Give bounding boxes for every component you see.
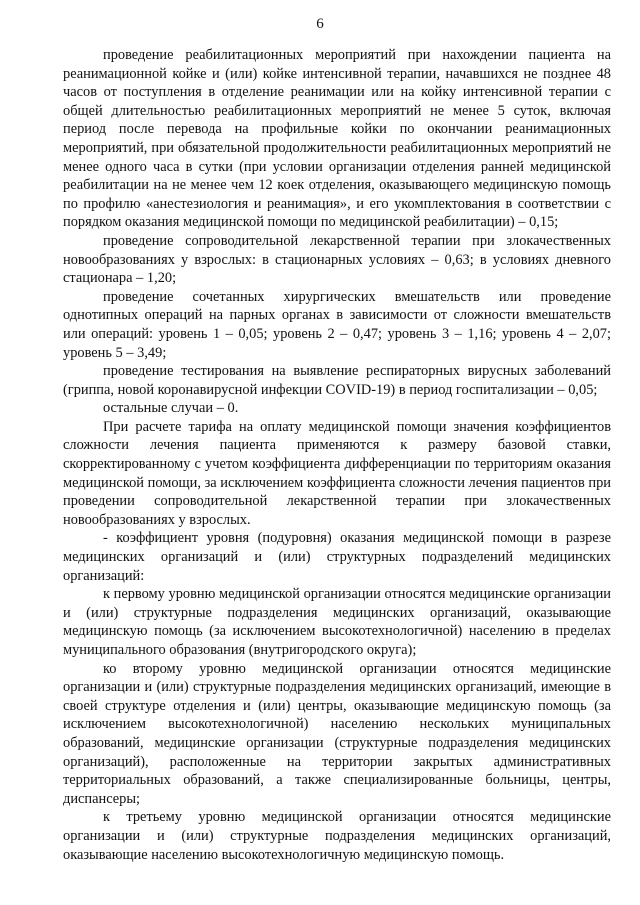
paragraph-level-coefficient: - коэффициент уровня (подуровня) оказания медицинской помощи в разрезе медицинских организаций и (или) структурных подразделений медицинских организаций:: [63, 530, 611, 584]
paragraph-rehab-icu: проведение реабилитационных мероприятий при нахождении пациента на реанимационной койке и (или) койке интенсивной терапии, начавшихся не позднее 48 часов от поступления в отделение реанимации или на койку интенсивной терапии с общей длительностью реабилитационных мероприятий не менее 5 суток, включая период после перевода на профильные койки по окончании реанимационных мероприятий, при обязательной продолжительности реабилитационных мероприятий не менее одного часа в сутки (при условии организации отделения ранней медицинской реабилитации на не менее чем 12 коек отделения, оказывающего медицинскую помощь по профилю «анестезиология и реанимация», и его укомплектования в соответствии с порядком оказания медицинской помощи по медицинской реабилитации) – 0,15;: [63, 47, 611, 231]
paragraph-oncology-therapy: проведение сопроводительной лекарственной терапии при злокачественных новообразованиях у взрослых: в стационарных условиях – 0,63; в условиях дневного стационара – 1,20;: [63, 232, 611, 287]
paragraph-first-level: к первому уровню медицинской организации относятся медицинские организации и (или) структурные подразделения медицинских организаций, оказывающие медицинскую помощь (за исключением высокотехнологичной) населению в пределах муниципального образования (внутригородского округа);: [63, 586, 611, 658]
paragraph-combined-surgery: проведение сочетанных хирургических вмешательств или проведение однотипных операций на парных органах в зависимости от сложности вмешательств или операций: уровень 1 – 0,05; уровень 2 – 0,47; уровень 3 – 1,16; уровень 4 – 2,07; уровень 5 – 3,49;: [63, 288, 611, 361]
paragraph-tariff-calculation: При расчете тарифа на оплату медицинской помощи значения коэффициентов сложности лечения пациента применяются к размеру базовой ставки, скорректированному с учетом коэффициента дифференциации по территориям оказания медицинской помощи, за исключением коэффициента сложности лечения пациентов при проведении сопроводительной лекарственной терапии при злокачественных новообразованиях у взрослых.: [63, 418, 611, 528]
paragraph-other-cases: остальные случаи – 0.: [103, 400, 239, 417]
paragraph-third-level: к третьему уровню медицинской организации относятся медицинские организации и (или) структурные подразделения медицинских организаций, оказывающие населению высокотехнологичную медицинскую помощь.: [63, 809, 611, 863]
document-body: [63, 46, 611, 864]
page-number: 6: [316, 16, 324, 32]
paragraph-second-level: ко второму уровню медицинской организации относятся медицинские организации и (или) структурные подразделения медицинских организаций, имеющие в своей структуре отделения и (или) центры, оказывающие медицинскую помощь (за исключением высокотехнологичной) населению нескольких муниципальных образований, медицинские организации (структурные подразделения медицинских организаций), расположенные на территории закрытых административных территориальных образований, а также специализированные больницы, центры, диспансеры;: [63, 660, 611, 807]
paragraph-respiratory-testing: проведение тестирования на выявление респираторных вирусных заболеваний (гриппа, новой коронавирусной инфекции COVID-19) в период госпитализации – 0,05;: [63, 363, 611, 398]
